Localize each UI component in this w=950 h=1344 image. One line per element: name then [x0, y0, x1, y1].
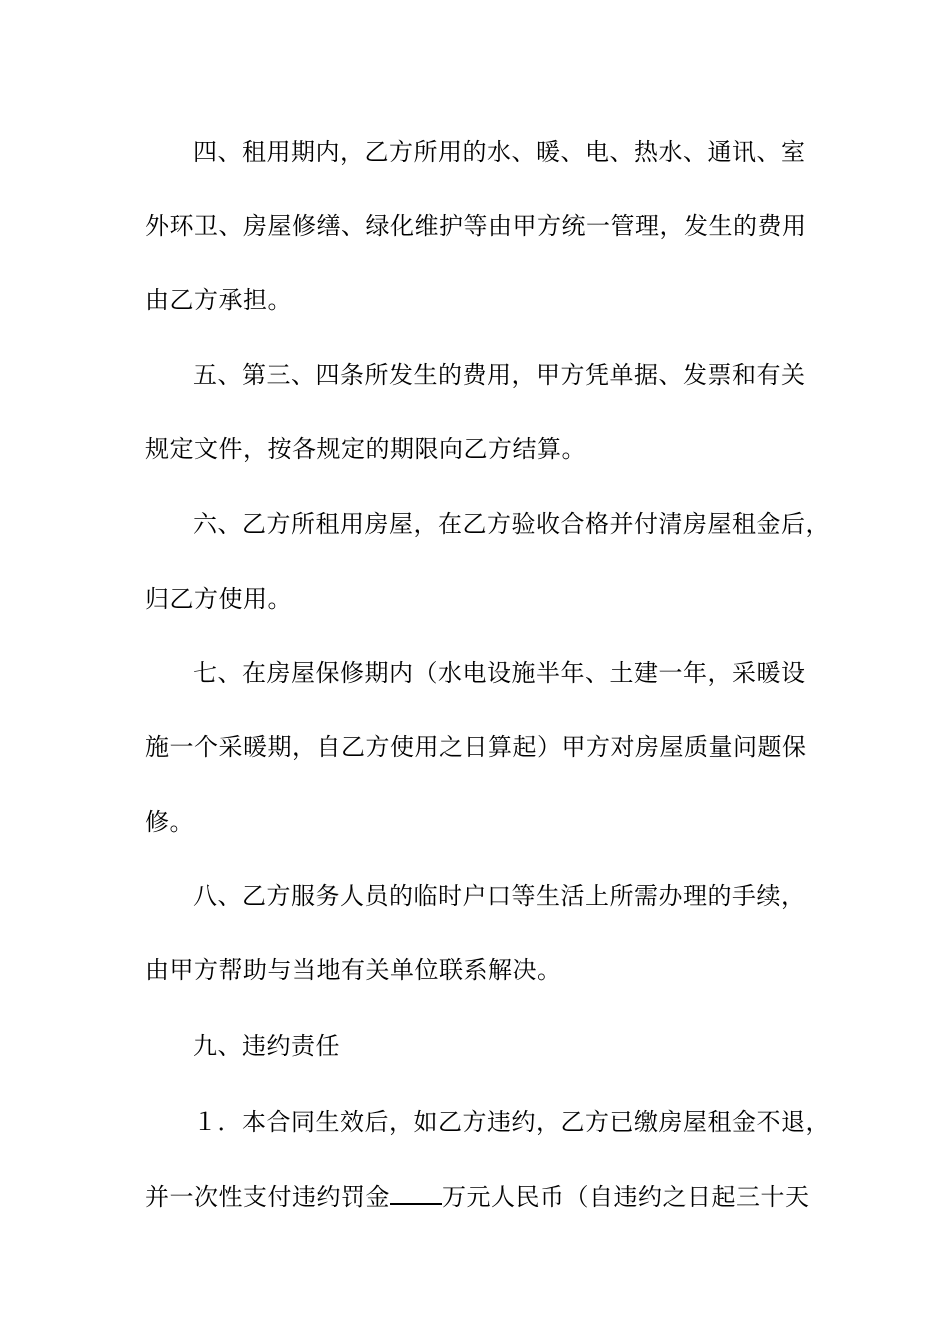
clause-7-line-2: 施一个采暖期，自乙方使用之日算起）甲方对房屋质量问题保 [145, 733, 807, 761]
clause-9-heading: 九、违约责任 [193, 1032, 340, 1060]
clause-8-line-2: 由甲方帮助与当地有关单位联系解决。 [145, 956, 562, 984]
clause-4-line-3: 由乙方承担。 [145, 286, 292, 314]
clause-5-line-2: 规定文件，按各规定的期限向乙方结算。 [145, 435, 586, 463]
clause-7-line-3: 修。 [145, 808, 194, 836]
penalty-amount-blank [390, 1181, 442, 1205]
penalty-text-after-blank: 万元人民币（自违约之日起三十天 [442, 1183, 810, 1211]
clause-5-line-1: 五、第三、四条所发生的费用，甲方凭单据、发票和有关 [193, 361, 806, 389]
clause-8-line-1: 八、乙方服务人员的临时户口等生活上所需办理的手续， [193, 882, 806, 910]
clause-4-line-1: 四、租用期内，乙方所用的水、暖、电、热水、通讯、室 [193, 138, 806, 166]
clause-9-item-1-line-2 [145, 1181, 825, 1212]
clause-4-line-2: 外环卫、房屋修缮、绿化维护等由甲方统一管理，发生的费用 [145, 212, 807, 240]
clause-6-line-2: 归乙方使用。 [145, 585, 292, 613]
clause-7-line-1: 七、在房屋保修期内（水电设施半年、土建一年，采暖设 [193, 659, 806, 687]
clause-9-item-1-line-1: １．本合同生效后，如乙方违约，乙方已缴房屋租金不退， [193, 1108, 830, 1136]
clause-6-line-1: 六、乙方所租用房屋，在乙方验收合格并付清房屋租金后， [193, 510, 830, 538]
penalty-text-before-blank: 并一次性支付违约罚金 [145, 1183, 390, 1211]
